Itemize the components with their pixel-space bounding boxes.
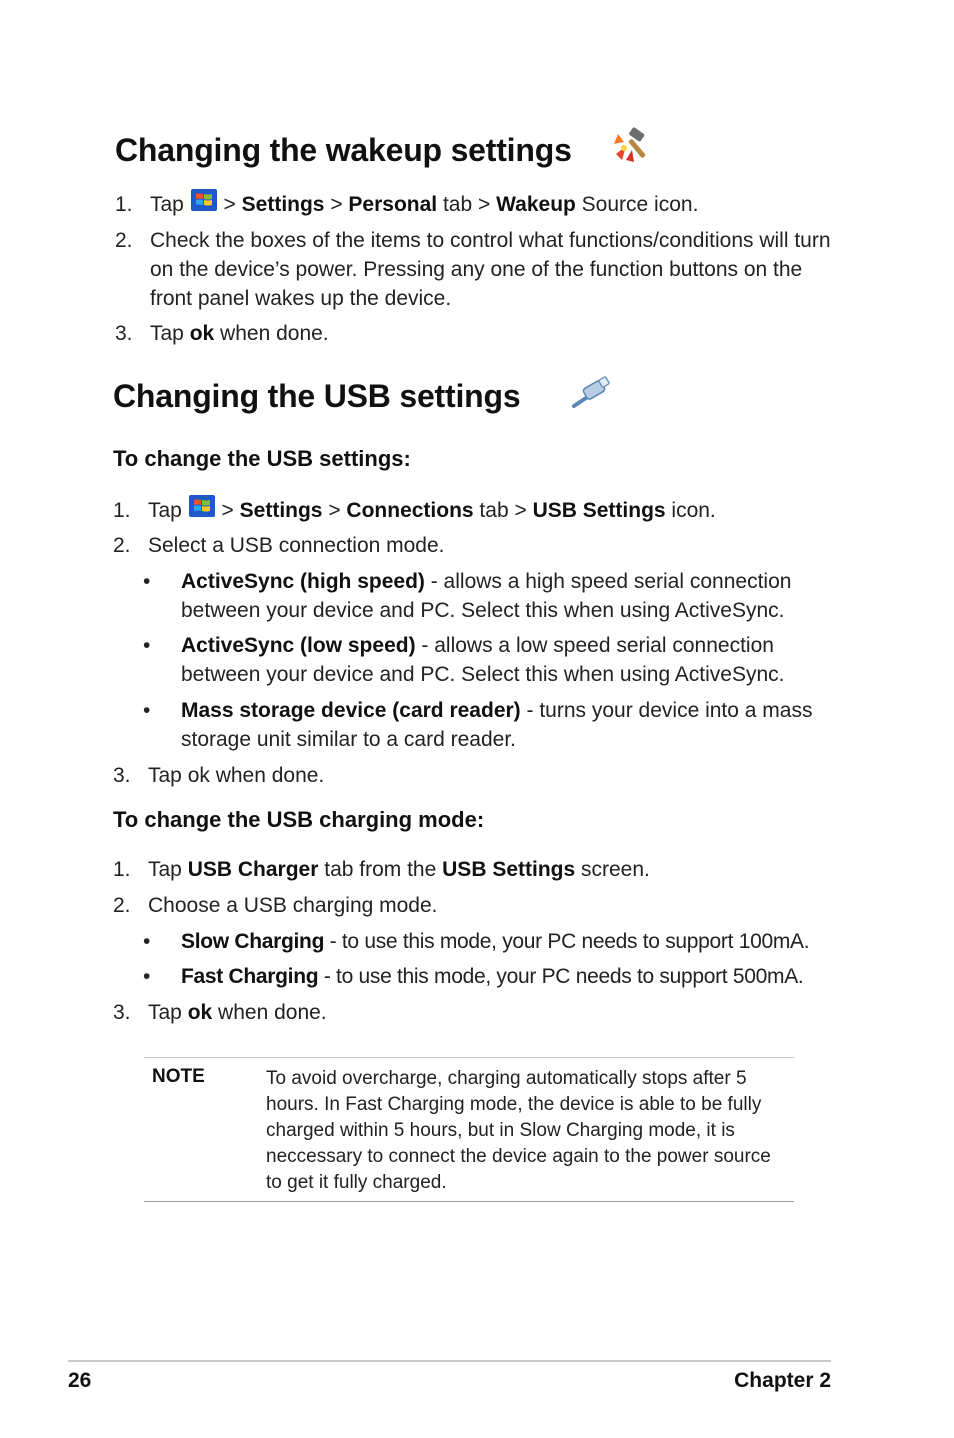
step-text xyxy=(148,998,327,1027)
chapter-label: Chapter 2 xyxy=(734,1369,831,1392)
sep: > xyxy=(217,193,242,216)
step-number: 1. xyxy=(113,858,131,881)
wakeup-heading-text: Changing the wakeup settings xyxy=(115,132,572,168)
note-label: NOTE xyxy=(152,1066,205,1087)
bullet-text xyxy=(181,962,803,991)
sep: > xyxy=(324,193,349,216)
sep: > xyxy=(322,499,347,522)
step-number: 1. xyxy=(113,499,131,522)
bullet-term: ActiveSync (high speed) xyxy=(181,570,425,593)
step-number: 2. xyxy=(115,229,133,252)
sep: > xyxy=(215,499,240,522)
ok-label: ok xyxy=(189,322,215,345)
source-icon-text: Source icon. xyxy=(575,193,699,216)
step-number: 1. xyxy=(115,193,133,216)
bullet-dot: • xyxy=(143,699,151,722)
bullet-desc: - allows a low speed serial connection between your device and PC. Select this when using ActiveSync. xyxy=(181,634,785,686)
step-number: 2. xyxy=(113,894,131,917)
usb-heading xyxy=(113,378,520,415)
bullet-dot: • xyxy=(143,930,151,953)
step-text xyxy=(150,190,698,219)
usb-heading-text: Changing the USB settings xyxy=(113,378,521,414)
step-text xyxy=(148,855,650,884)
usb-charger-label: USB Charger xyxy=(187,858,319,881)
usb-settings-label: USB Settings xyxy=(442,858,576,881)
step-text: Select a USB connection mode. xyxy=(148,534,445,557)
bullet-term: Fast Charging xyxy=(181,965,319,988)
bullet-desc: - to use this mode, your PC needs to support 100mA. xyxy=(324,930,810,953)
bullet-term: Mass storage device (card reader) xyxy=(181,699,521,722)
bullet-term: Slow Charging xyxy=(181,930,325,953)
screen-text: screen. xyxy=(575,858,650,881)
wakeup-label: Wakeup xyxy=(496,193,576,216)
connections-label: Connections xyxy=(346,499,474,522)
step-text xyxy=(150,319,329,348)
bullet-desc: - to use this mode, your PC needs to support 500mA. xyxy=(318,965,804,988)
tap-text: Tap xyxy=(148,499,182,522)
bullet-dot: • xyxy=(143,570,151,593)
step-text: Tap ok when done. xyxy=(148,764,325,787)
step-text: Choose a USB charging mode. xyxy=(148,894,438,917)
settings-label: Settings xyxy=(241,193,325,216)
bullet-term: ActiveSync (low speed) xyxy=(181,634,416,657)
windows-start-icon xyxy=(190,188,218,212)
personal-label: Personal xyxy=(348,193,438,216)
icon-text: icon. xyxy=(665,499,716,522)
note-box xyxy=(144,1057,794,1202)
bullet-text xyxy=(181,631,833,689)
tap-text: Tap xyxy=(148,858,188,881)
step-text: Check the boxes of the items to control what functions/conditions will turn on the device’s power. Pressing any one of the function buttons on the front panel wakes up the device. xyxy=(150,229,831,310)
step-number: 3. xyxy=(115,322,133,345)
step-text-tap: Tap xyxy=(150,193,184,216)
tap-text: Tap xyxy=(150,322,190,345)
settings-label: Settings xyxy=(239,499,323,522)
step-number: 3. xyxy=(113,764,131,787)
bullet-desc: - turns your device into a mass storage unit similar to a card reader. xyxy=(181,699,813,751)
step-number: 2. xyxy=(113,534,131,557)
ok-label: ok xyxy=(187,1001,213,1024)
footer-rule xyxy=(68,1360,831,1362)
windows-start-icon xyxy=(188,494,216,518)
page-number: 26 xyxy=(68,1369,92,1392)
wakeup-hammer-icon xyxy=(612,126,654,164)
tab-from-text: tab from the xyxy=(318,858,443,881)
step-text xyxy=(148,496,716,525)
usb-plug-icon xyxy=(570,376,612,410)
note-text: To avoid overcharge, charging automatically stops after 5 hours. In Fast Charging mode, the device is able to be fully charged within 5 hours, but in Slow Charging mode, it is neccessary to connect the device again to the power source to get it fully charged. xyxy=(266,1068,771,1193)
bullet-desc: - allows a high speed serial connection between your device and PC. Select this when using ActiveSync. xyxy=(181,570,792,622)
bullet-text xyxy=(181,567,833,625)
bullet-text xyxy=(181,927,809,956)
bullet-dot: • xyxy=(143,634,151,657)
tap-text: Tap xyxy=(148,1001,188,1024)
usb-settings-subheading: To change the USB settings: xyxy=(113,446,411,471)
when-done-text: when done. xyxy=(212,1001,327,1024)
when-done-text: when done. xyxy=(214,322,329,345)
bullet-text xyxy=(181,696,833,754)
step-number: 3. xyxy=(113,1001,131,1024)
tab-text: tab > xyxy=(473,499,533,522)
tab-text: tab > xyxy=(437,193,497,216)
usb-charging-subheading: To change the USB charging mode: xyxy=(113,807,485,832)
bullet-dot: • xyxy=(143,965,151,988)
usb-settings-label: USB Settings xyxy=(532,499,666,522)
wakeup-heading xyxy=(115,132,572,169)
